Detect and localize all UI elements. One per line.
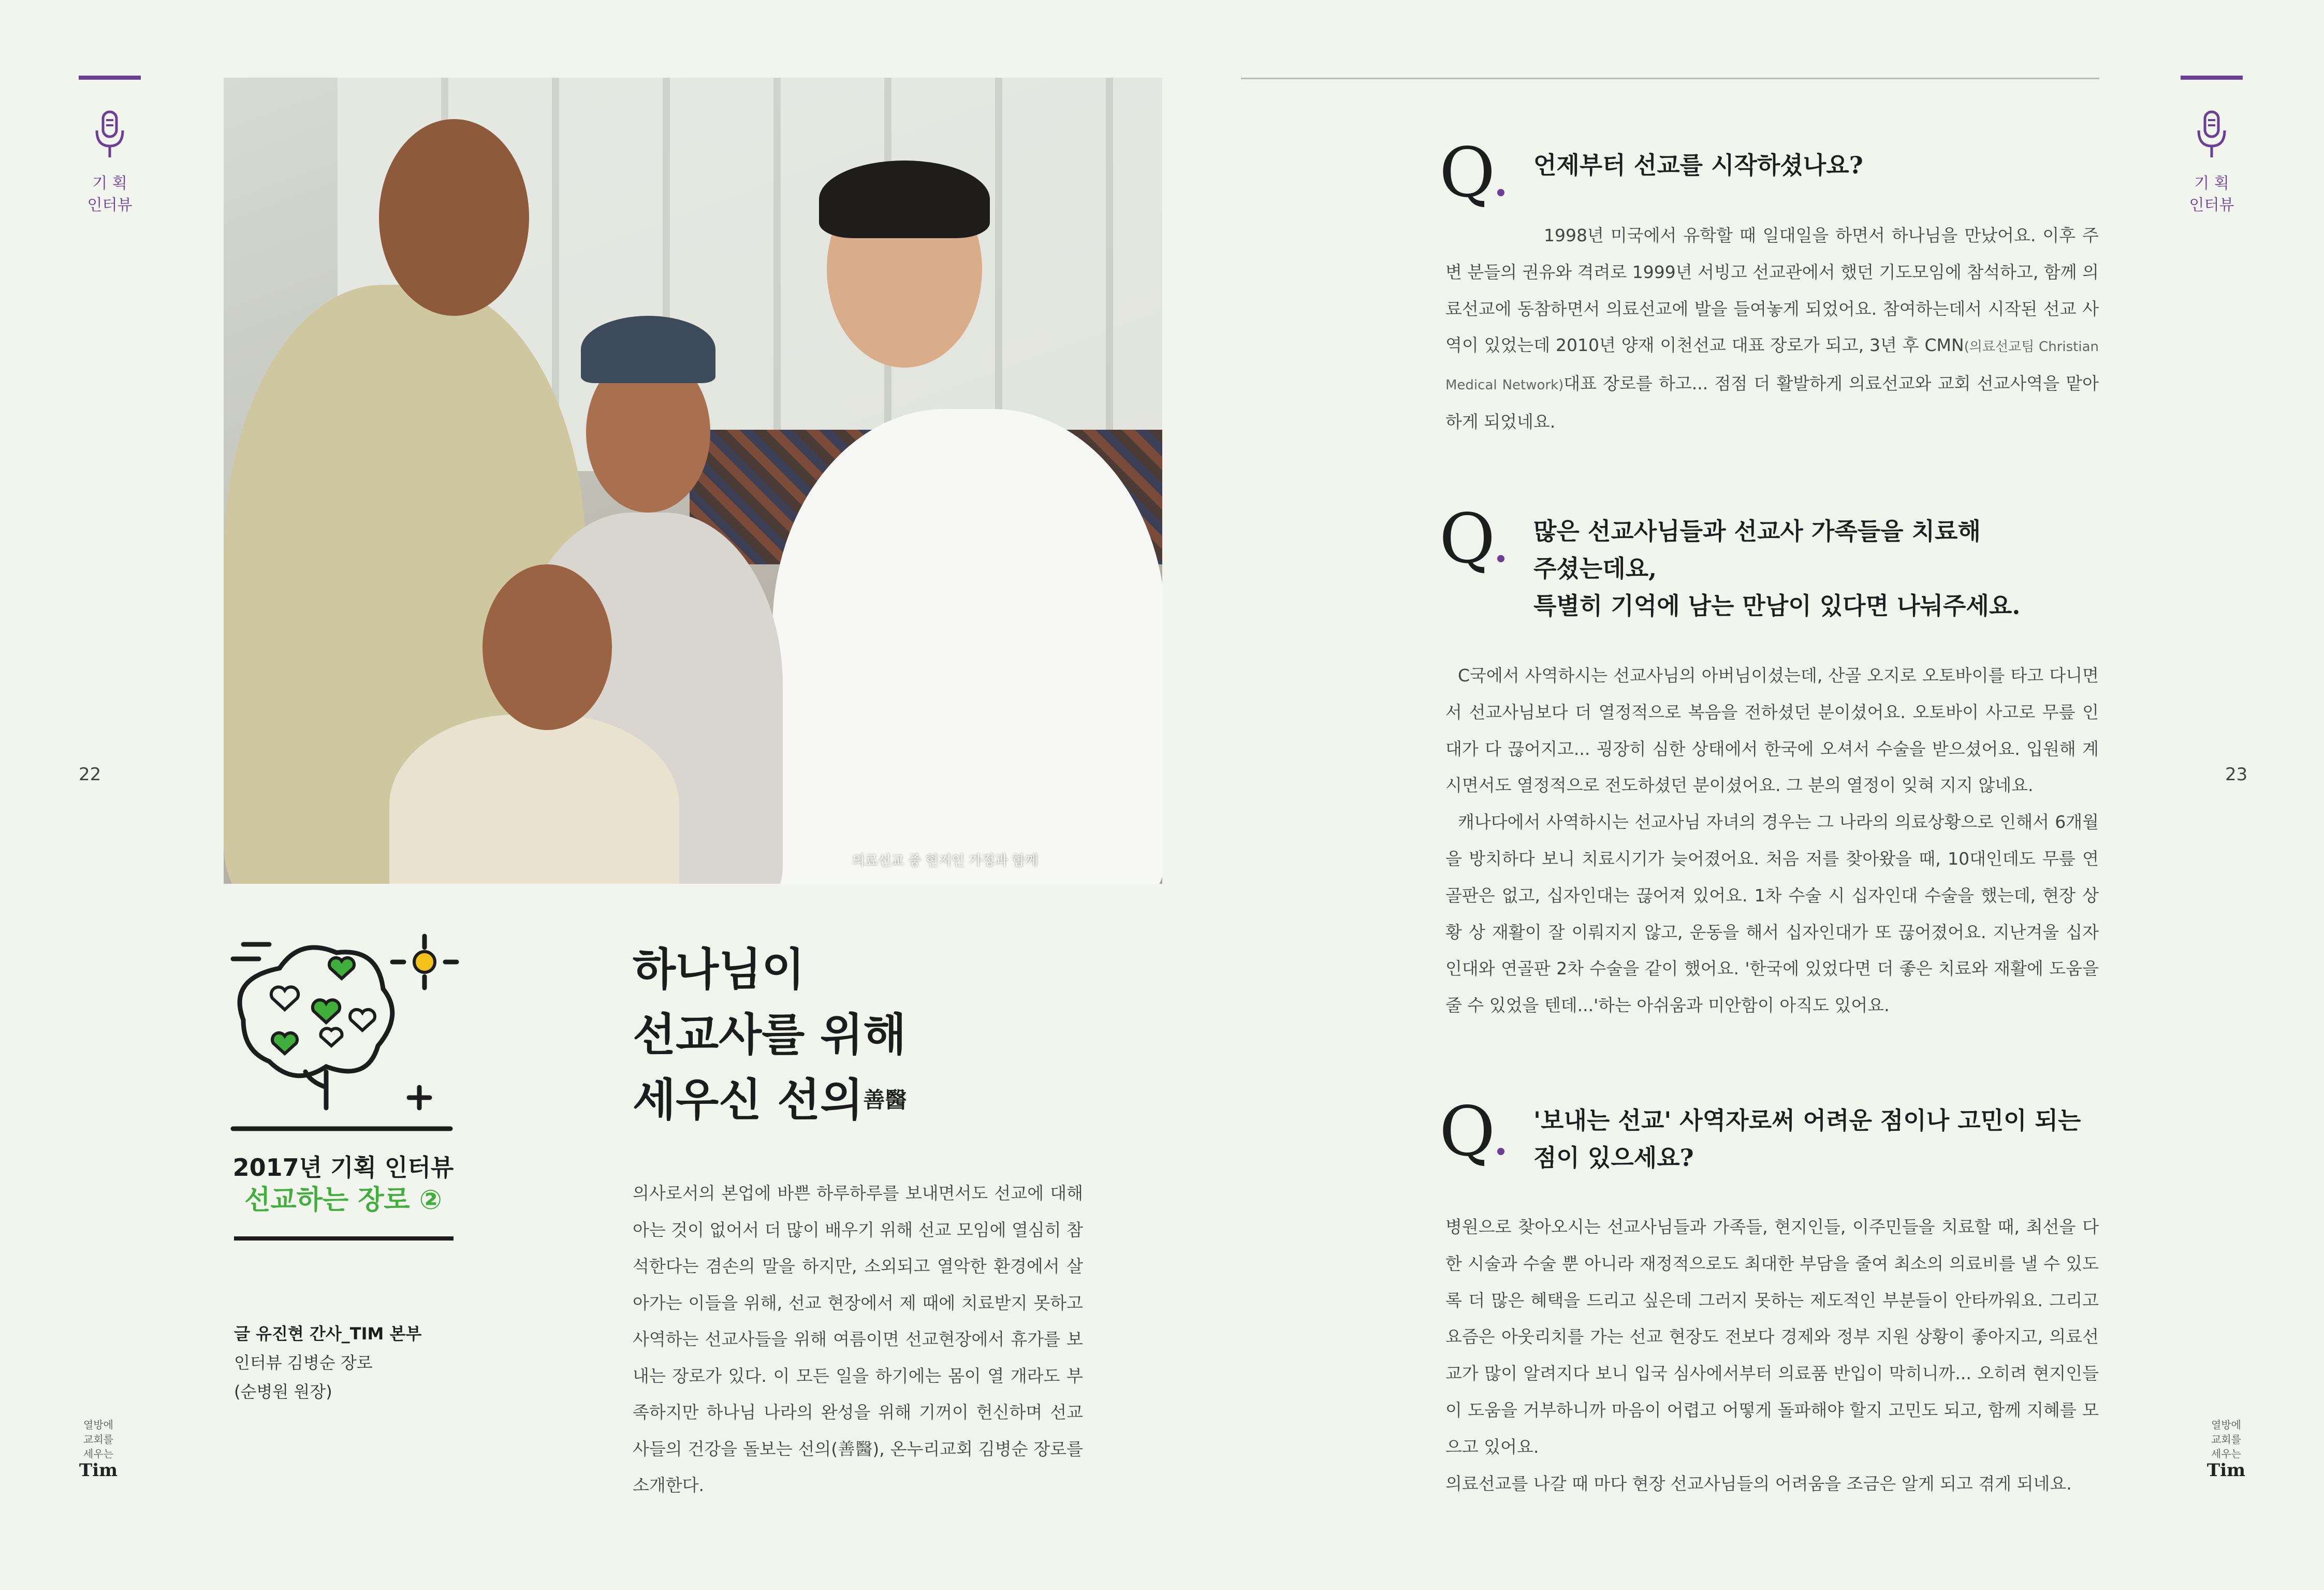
- q1-answer: [1445, 217, 2099, 441]
- q1-mark: Q: [1439, 139, 1504, 207]
- q1-question-line1: 언제부터 선교를 시작하셨나요?: [1533, 151, 1863, 179]
- logo-line3: 세우는: [2211, 1448, 2241, 1460]
- q2-question-line1: 많은 선교사님들과 선교사 가족들을 치료해: [1533, 517, 1981, 545]
- byline-affiliation: (순병원 원장): [234, 1382, 332, 1402]
- q3-question-line1: '보내는 선교' 사역자로써 어려운 점이나 고민이 되는: [1533, 1106, 2081, 1134]
- byline-writer: 글 유진현 간사_TIM 본부: [234, 1324, 422, 1344]
- q3-answer: [1445, 1209, 2099, 1502]
- q2-question-line2: 주셨는데요,: [1533, 555, 1657, 582]
- article-intro: 의사로서의 본업에 바쁜 하루하루를 보내면서도 선교에 대해 아는 것이 없어서 더 많이 배우기 위해 선교 모임에 열심히 참석한다는 겸손의 말을 하지만, 소외되고 열악한 환경에서 살아가는 이들을 위해, 선교 현장에서 제 때에 치료받지 못하고 사역하는 선교사들을 위해 여름이면 선교현장에서 휴가를 보내는 장로가 있다. 이 모든 일을 하기에는 몸이 열 개라도 부족하지만 하나님 나라의 완성을 위해 기꺼이 헌신하며 선교사들의 건강을 돌보는 선의(善醫), 온누리교회 김병순 장로를 소개한다.: [633, 1183, 1083, 1495]
- series-year-title: 2017년 기획 인터뷰: [232, 1154, 454, 1181]
- logo-line1: 열방에: [83, 1419, 113, 1431]
- section-tab-left: [79, 76, 141, 216]
- tab-label-line1: 기 획: [2194, 174, 2229, 193]
- series-subtitle: 선교하는 장로 ②: [244, 1185, 442, 1216]
- microphone-icon: [92, 110, 128, 162]
- series-title-block: [232, 1152, 455, 1217]
- q2-answer-p2: 캐나다에서 사역하시는 선교사님 자녀의 경우는 그 나라의 의료상황으로 인해서 6개월을 방치하다 보니 치료시기가 늦어졌어요. 처음 저를 찾아왔을 때, 10대인데도 무릎 연골판은 없고, 십자인대는 끊어져 있어요. 1차 수술 시 십자인대 수술을 했는데, 현장 상황 상 재활이 잘 이뤄지지 않고, 운동을 해서 십자인대가 또 끊어졌어요. 지난겨울 십자인대와 연골판 2차 수술을 같이 했어요. '한국에 있었다면 더 좋은 치료와 재활에 도움을 줄 수 있었을 텐데...'하는 아쉬움과 미안함이 아직도 있어요.: [1445, 812, 2099, 1016]
- photo-person-right: [772, 409, 1162, 884]
- tab-bar: [2181, 76, 2243, 80]
- tab-bar: [79, 76, 141, 80]
- logo-line2: 교회를: [2211, 1433, 2241, 1446]
- q2-question: [1533, 513, 2020, 624]
- microphone-icon: [2194, 110, 2230, 162]
- photo-person-boy: [389, 714, 679, 884]
- logo-brand: Tim: [79, 1460, 118, 1481]
- q3-answer-p1: 병원으로 찾아오시는 선교사님들과 가족들, 현지인들, 이주민들을 치료할 때, 최선을 다한 시술과 수술 뿐 아니라 재정적으로도 최대한 부담을 줄여 최소의 의료비를 낼 수 있도록 더 많은 혜택을 드리고 싶은데 그러지 못하는 제도적인 부분들이 안타까워요. 그리고 요즘은 아웃리치를 가는 선교 현장도 전보다 경제와 정부 지원 상황이 좋아지고, 의료선교가 많이 알려지다 보니 입국 심사에서부터 의료품 반입이 막히니까... 오히려 현지인들이 도움을 거부하니까 마음이 어렵고 어떻게 돌파해야 할지 고민도 되고, 함께 지혜를 모으고 있어요.: [1445, 1217, 2099, 1457]
- photo-cap: [581, 316, 715, 383]
- logo-line2: 교회를: [83, 1433, 113, 1446]
- top-rule: [1241, 78, 2099, 79]
- headline-line2: 선교사를 위해: [633, 1009, 907, 1061]
- headline-line1: 하나님이: [633, 944, 805, 996]
- tab-label-line2: 인터뷰: [87, 196, 133, 214]
- article-headline: [633, 937, 907, 1133]
- q2-answer-p1: C국에서 사역하시는 선교사님의 아버님이셨는데, 산골 오지로 오토바이를 타고 다니면서 선교사님보다 더 열정적으로 복음을 전하셨던 분이셨어요. 오토바이 사고로 무릎 인대가 다 끊어지고... 굉장히 심한 상태에서 한국에 오셔서 수술을 받으셨어요. 입원해 계시면서도 열정적으로 전도하셨던 분이셨어요. 그 분의 열정이 잊혀 지지 않네요.: [1445, 665, 2099, 796]
- photo-caption: 의료선교 중 현지인 가정과 함께: [852, 853, 1038, 869]
- interview-photo: [224, 78, 1162, 884]
- footer-logo-left: [75, 1418, 122, 1481]
- byline-interviewee: 인터뷰 김병순 장로: [234, 1353, 373, 1373]
- logo-brand: Tim: [2206, 1460, 2246, 1481]
- q3-answer-p2: 의료선교를 나갈 때 마다 현장 선교사님들의 어려움을 조금은 알게 되고 겪게 되네요.: [1445, 1473, 2072, 1494]
- logo-line3: 세우는: [83, 1448, 113, 1460]
- section-tab-right: [2181, 76, 2243, 216]
- q1-answer-note: (의료선교팀 Christian Medical Network): [1445, 339, 2099, 393]
- photo-head-left: [379, 119, 529, 316]
- q2-answer: [1445, 658, 2099, 1024]
- logo-line1: 열방에: [2211, 1419, 2241, 1431]
- page-number-right: 23: [2225, 764, 2248, 785]
- q2-mark: Q: [1439, 505, 1504, 573]
- sun-icon: [414, 952, 435, 972]
- byline: [234, 1319, 421, 1406]
- footer-logo-right: [2203, 1418, 2249, 1481]
- page-number-left: 22: [79, 764, 101, 785]
- photo-head-boy: [483, 564, 612, 730]
- q3-question: [1533, 1102, 2100, 1176]
- tab-label-line1: 기 획: [92, 174, 127, 193]
- q3-question-line2: 점이 있으세요?: [1533, 1144, 1694, 1172]
- q1-answer-part1: 1998년 미국에서 유학할 때 일대일을 하면서 하나님을 만났어요. 이후 주변 분들의 권유와 격려로 1999년 서빙고 선교관에서 했던 기도모임에 참석하고, 함께 의료선교에 동참하면서 의료선교에 발을 들여놓게 되었어요. 참여하는데서 시작된 선교 사역이 있었는데 2010년 양재 이천선교 대표 장로가 되고, 3년 후 CMN: [1445, 225, 2099, 356]
- q3-mark: Q: [1439, 1098, 1504, 1166]
- tree-heart-illustration: [223, 932, 461, 1139]
- headline-hanja: 善醫: [863, 1087, 907, 1113]
- tab-label-line2: 인터뷰: [2189, 196, 2234, 214]
- q1-question: [1533, 147, 1863, 184]
- photo-hair-right: [819, 161, 990, 238]
- q1-answer-part2: 대표 장로를 하고... 점점 더 활발하게 의료선교와 교회 선교사역을 맡아하게 되었네요.: [1445, 373, 2099, 432]
- headline-line3: 세우신 선의: [633, 1074, 864, 1126]
- series-bottom-rule: [234, 1236, 454, 1241]
- q2-question-line3: 특별히 기억에 남는 만남이 있다면 나눠주세요.: [1533, 592, 2021, 620]
